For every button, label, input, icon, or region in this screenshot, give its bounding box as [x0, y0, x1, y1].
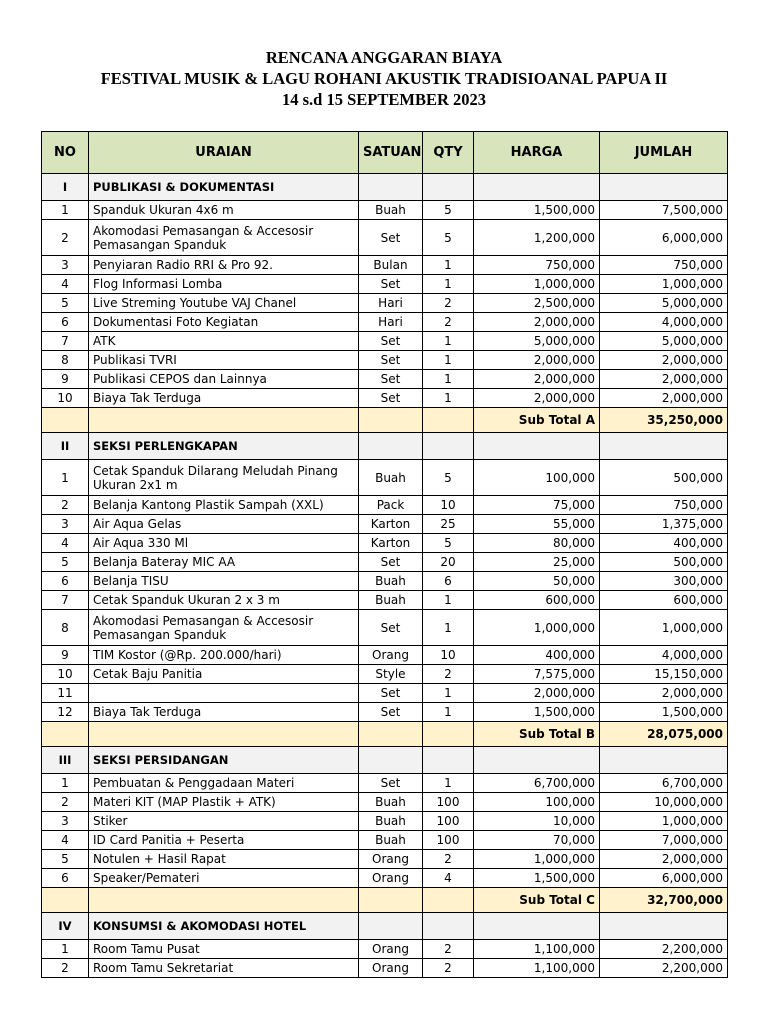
row-no: 5: [42, 294, 89, 313]
row-no: 8: [42, 610, 89, 646]
table-row: [42, 389, 728, 408]
row-jumlah: 10,000,000: [600, 793, 728, 812]
row-satuan: Set: [359, 332, 423, 351]
row-qty: 2: [423, 665, 474, 684]
row-jumlah: 6,000,000: [600, 220, 728, 256]
row-no: 1: [42, 201, 89, 220]
row-uraian: Cetak Spanduk Dilarang Meludah Pinang Ukuran 2x1 m: [89, 460, 359, 496]
table-row: [42, 496, 728, 515]
row-jumlah: 500,000: [600, 553, 728, 572]
row-jumlah: 1,000,000: [600, 275, 728, 294]
row-qty: 1: [423, 703, 474, 722]
row-qty: 2: [423, 959, 474, 978]
row-uraian: Room Tamu Pusat: [89, 940, 359, 959]
row-satuan: Set: [359, 684, 423, 703]
empty-cell: [423, 174, 474, 201]
row-qty: 1: [423, 275, 474, 294]
row-jumlah: 2,000,000: [600, 389, 728, 408]
row-no: 2: [42, 496, 89, 515]
row-uraian: Biaya Tak Terduga: [89, 389, 359, 408]
empty-cell: [600, 747, 728, 774]
row-uraian: Publikasi TVRI: [89, 351, 359, 370]
row-satuan: Set: [359, 553, 423, 572]
row-satuan: Set: [359, 610, 423, 646]
empty-cell: [359, 408, 423, 433]
row-harga: 2,000,000: [474, 684, 600, 703]
row-jumlah: 5,000,000: [600, 294, 728, 313]
row-no: 1: [42, 940, 89, 959]
row-no: 1: [42, 774, 89, 793]
row-harga: 1,500,000: [474, 201, 600, 220]
table-row: [42, 610, 728, 646]
section-header-row: [42, 747, 728, 774]
row-jumlah: 750,000: [600, 256, 728, 275]
row-satuan: Style: [359, 665, 423, 684]
empty-cell: [474, 174, 600, 201]
table-row: [42, 220, 728, 256]
row-qty: 1: [423, 389, 474, 408]
subtotal-row: [42, 722, 728, 747]
empty-cell: [600, 913, 728, 940]
col-header-qty: QTY: [423, 132, 474, 174]
table-row: [42, 313, 728, 332]
row-no: 5: [42, 553, 89, 572]
row-no: 3: [42, 256, 89, 275]
row-uraian: Publikasi CEPOS dan Lainnya: [89, 370, 359, 389]
row-uraian: Cetak Spanduk Ukuran 2 x 3 m: [89, 591, 359, 610]
title-line-2: FESTIVAL MUSIK & LAGU ROHANI AKUSTIK TRADISIOANAL PAPUA II: [100, 69, 668, 88]
row-harga: 2,000,000: [474, 370, 600, 389]
row-qty: 2: [423, 850, 474, 869]
row-no: 1: [42, 460, 89, 496]
row-no: 7: [42, 591, 89, 610]
row-jumlah: 2,000,000: [600, 684, 728, 703]
row-jumlah: 500,000: [600, 460, 728, 496]
row-harga: 6,700,000: [474, 774, 600, 793]
row-jumlah: 5,000,000: [600, 332, 728, 351]
section-number: IV: [42, 913, 89, 940]
document-title-block: [0, 47, 768, 110]
row-harga: 600,000: [474, 591, 600, 610]
table-row: [42, 332, 728, 351]
row-satuan: Set: [359, 703, 423, 722]
row-harga: 2,000,000: [474, 351, 600, 370]
row-satuan: Buah: [359, 591, 423, 610]
row-jumlah: 4,000,000: [600, 646, 728, 665]
row-qty: 100: [423, 793, 474, 812]
subtotal-label: Sub Total A: [474, 408, 600, 433]
row-no: 9: [42, 646, 89, 665]
row-harga: 5,000,000: [474, 332, 600, 351]
row-harga: 50,000: [474, 572, 600, 591]
row-satuan: Hari: [359, 313, 423, 332]
col-header-harga: HARGA: [474, 132, 600, 174]
row-jumlah: 400,000: [600, 534, 728, 553]
row-harga: 100,000: [474, 460, 600, 496]
row-harga: 1,000,000: [474, 275, 600, 294]
subtotal-value: 35,250,000: [600, 408, 728, 433]
empty-cell: [359, 747, 423, 774]
row-qty: 1: [423, 332, 474, 351]
row-no: 2: [42, 959, 89, 978]
empty-cell: [359, 722, 423, 747]
subtotal-label: Sub Total C: [474, 888, 600, 913]
empty-cell: [423, 913, 474, 940]
row-qty: 2: [423, 313, 474, 332]
table-row: [42, 831, 728, 850]
title-line-1: RENCANA ANGGARAN BIAYA: [265, 48, 503, 67]
row-uraian: Penyiaran Radio RRI & Pro 92.: [89, 256, 359, 275]
row-jumlah: 4,000,000: [600, 313, 728, 332]
row-satuan: Buah: [359, 572, 423, 591]
row-qty: 25: [423, 515, 474, 534]
row-qty: 100: [423, 812, 474, 831]
row-harga: 25,000: [474, 553, 600, 572]
row-satuan: Set: [359, 389, 423, 408]
row-no: 6: [42, 313, 89, 332]
row-harga: 2,000,000: [474, 313, 600, 332]
row-qty: 1: [423, 370, 474, 389]
row-jumlah: 2,000,000: [600, 850, 728, 869]
row-no: 4: [42, 831, 89, 850]
empty-cell: [89, 888, 359, 913]
table-row: [42, 774, 728, 793]
table-row: [42, 515, 728, 534]
row-harga: 1,100,000: [474, 940, 600, 959]
row-harga: 750,000: [474, 256, 600, 275]
row-satuan: Buah: [359, 793, 423, 812]
row-jumlah: 300,000: [600, 572, 728, 591]
row-uraian: Air Aqua 330 Ml: [89, 534, 359, 553]
row-satuan: Karton: [359, 515, 423, 534]
empty-cell: [89, 408, 359, 433]
empty-cell: [474, 747, 600, 774]
row-satuan: Orang: [359, 646, 423, 665]
row-satuan: Buah: [359, 831, 423, 850]
row-qty: 10: [423, 496, 474, 515]
row-no: 8: [42, 351, 89, 370]
row-uraian: Live Streming Youtube VAJ Chanel: [89, 294, 359, 313]
row-harga: 1,000,000: [474, 610, 600, 646]
table-header-row: [42, 132, 728, 174]
table-row: [42, 793, 728, 812]
table-row: [42, 275, 728, 294]
section-header-row: [42, 174, 728, 201]
table-row: [42, 534, 728, 553]
row-uraian: Materi KIT (MAP Plastik + ATK): [89, 793, 359, 812]
table-row: [42, 940, 728, 959]
section-header-row: [42, 433, 728, 460]
row-satuan: Orang: [359, 940, 423, 959]
row-uraian: [89, 684, 359, 703]
row-satuan: Pack: [359, 496, 423, 515]
table-row: [42, 370, 728, 389]
row-satuan: Hari: [359, 294, 423, 313]
budget-table: [41, 131, 728, 978]
row-satuan: Orang: [359, 850, 423, 869]
row-harga: 1,500,000: [474, 869, 600, 888]
row-no: 6: [42, 869, 89, 888]
row-uraian: Stiker: [89, 812, 359, 831]
row-qty: 1: [423, 684, 474, 703]
empty-cell: [359, 888, 423, 913]
table-row: [42, 703, 728, 722]
row-jumlah: 2,000,000: [600, 351, 728, 370]
row-uraian: Room Tamu Sekretariat: [89, 959, 359, 978]
row-harga: 400,000: [474, 646, 600, 665]
row-satuan: Orang: [359, 959, 423, 978]
empty-cell: [359, 913, 423, 940]
row-satuan: Set: [359, 351, 423, 370]
row-harga: 1,000,000: [474, 850, 600, 869]
table-row: [42, 351, 728, 370]
row-harga: 80,000: [474, 534, 600, 553]
table-body: [42, 174, 728, 978]
empty-cell: [423, 433, 474, 460]
row-qty: 5: [423, 201, 474, 220]
row-no: 4: [42, 534, 89, 553]
row-satuan: Set: [359, 275, 423, 294]
table-row: [42, 460, 728, 496]
row-qty: 10: [423, 646, 474, 665]
row-no: 2: [42, 220, 89, 256]
row-no: 3: [42, 812, 89, 831]
row-harga: 100,000: [474, 793, 600, 812]
table-row: [42, 646, 728, 665]
section-title: SEKSI PERLENGKAPAN: [89, 433, 359, 460]
row-qty: 20: [423, 553, 474, 572]
row-no: 12: [42, 703, 89, 722]
section-title: PUBLIKASI & DOKUMENTASI: [89, 174, 359, 201]
table-row: [42, 294, 728, 313]
row-harga: 7,575,000: [474, 665, 600, 684]
row-satuan: Karton: [359, 534, 423, 553]
empty-cell: [474, 433, 600, 460]
row-harga: 1,500,000: [474, 703, 600, 722]
row-satuan: Set: [359, 370, 423, 389]
row-jumlah: 6,700,000: [600, 774, 728, 793]
row-jumlah: 6,000,000: [600, 869, 728, 888]
row-jumlah: 1,000,000: [600, 812, 728, 831]
row-satuan: Bulan: [359, 256, 423, 275]
row-qty: 1: [423, 256, 474, 275]
row-no: 10: [42, 665, 89, 684]
row-uraian: Pembuatan & Penggadaan Materi: [89, 774, 359, 793]
subtotal-value: 32,700,000: [600, 888, 728, 913]
row-qty: 100: [423, 831, 474, 850]
col-header-jumlah: JUMLAH: [600, 132, 728, 174]
col-header-satuan: SATUAN: [359, 132, 423, 174]
row-no: 6: [42, 572, 89, 591]
row-harga: 55,000: [474, 515, 600, 534]
table-row: [42, 684, 728, 703]
row-jumlah: 600,000: [600, 591, 728, 610]
row-uraian: Belanja Bateray MIC AA: [89, 553, 359, 572]
row-harga: 1,200,000: [474, 220, 600, 256]
section-header-row: [42, 913, 728, 940]
row-no: 2: [42, 793, 89, 812]
row-jumlah: 1,500,000: [600, 703, 728, 722]
row-satuan: Set: [359, 220, 423, 256]
row-jumlah: 2,200,000: [600, 959, 728, 978]
row-harga: 70,000: [474, 831, 600, 850]
empty-cell: [42, 888, 89, 913]
row-uraian: Speaker/Pemateri: [89, 869, 359, 888]
empty-cell: [423, 747, 474, 774]
row-uraian: Dokumentasi Foto Kegiatan: [89, 313, 359, 332]
empty-cell: [423, 888, 474, 913]
row-uraian: Air Aqua Gelas: [89, 515, 359, 534]
table-row: [42, 553, 728, 572]
row-qty: 1: [423, 774, 474, 793]
empty-cell: [42, 408, 89, 433]
empty-cell: [359, 174, 423, 201]
section-number: II: [42, 433, 89, 460]
row-satuan: Orang: [359, 869, 423, 888]
subtotal-value: 28,075,000: [600, 722, 728, 747]
row-jumlah: 750,000: [600, 496, 728, 515]
table-row: [42, 591, 728, 610]
table-row: [42, 201, 728, 220]
empty-cell: [423, 408, 474, 433]
title-line-3: 14 s.d 15 SEPTEMBER 2023: [282, 90, 486, 109]
section-title: SEKSI PERSIDANGAN: [89, 747, 359, 774]
row-satuan: Set: [359, 774, 423, 793]
row-no: 11: [42, 684, 89, 703]
row-qty: 2: [423, 940, 474, 959]
row-jumlah: 2,000,000: [600, 370, 728, 389]
row-uraian: Spanduk Ukuran 4x6 m: [89, 201, 359, 220]
col-header-uraian: URAIAN: [89, 132, 359, 174]
empty-cell: [359, 433, 423, 460]
row-harga: 75,000: [474, 496, 600, 515]
row-no: 5: [42, 850, 89, 869]
row-jumlah: 7,000,000: [600, 831, 728, 850]
row-harga: 2,500,000: [474, 294, 600, 313]
table-row: [42, 812, 728, 831]
row-qty: 5: [423, 220, 474, 256]
row-uraian: Belanja TISU: [89, 572, 359, 591]
row-uraian: Akomodasi Pemasangan & Accesosir Pemasangan Spanduk: [89, 610, 359, 646]
empty-cell: [89, 722, 359, 747]
empty-cell: [42, 722, 89, 747]
row-harga: 2,000,000: [474, 389, 600, 408]
row-no: 9: [42, 370, 89, 389]
table-row: [42, 665, 728, 684]
subtotal-row: [42, 408, 728, 433]
row-qty: 4: [423, 869, 474, 888]
section-number: III: [42, 747, 89, 774]
empty-cell: [474, 913, 600, 940]
row-uraian: TIM Kostor (@Rp. 200.000/hari): [89, 646, 359, 665]
row-uraian: Belanja Kantong Plastik Sampah (XXL): [89, 496, 359, 515]
table-row: [42, 850, 728, 869]
empty-cell: [423, 722, 474, 747]
table-row: [42, 572, 728, 591]
row-uraian: Notulen + Hasil Rapat: [89, 850, 359, 869]
row-qty: 2: [423, 294, 474, 313]
empty-cell: [600, 174, 728, 201]
subtotal-row: [42, 888, 728, 913]
table-row: [42, 959, 728, 978]
row-uraian: Biaya Tak Terduga: [89, 703, 359, 722]
col-header-no: NO: [42, 132, 89, 174]
row-no: 7: [42, 332, 89, 351]
row-harga: 1,100,000: [474, 959, 600, 978]
row-jumlah: 7,500,000: [600, 201, 728, 220]
row-qty: 5: [423, 534, 474, 553]
row-satuan: Buah: [359, 812, 423, 831]
row-uraian: ID Card Panitia + Peserta: [89, 831, 359, 850]
row-uraian: ATK: [89, 332, 359, 351]
subtotal-label: Sub Total B: [474, 722, 600, 747]
table-row: [42, 256, 728, 275]
row-qty: 5: [423, 460, 474, 496]
row-no: 3: [42, 515, 89, 534]
row-jumlah: 2,200,000: [600, 940, 728, 959]
row-no: 4: [42, 275, 89, 294]
row-uraian: Flog Informasi Lomba: [89, 275, 359, 294]
row-uraian: Cetak Baju Panitia: [89, 665, 359, 684]
row-satuan: Buah: [359, 201, 423, 220]
empty-cell: [600, 433, 728, 460]
row-qty: 1: [423, 610, 474, 646]
row-no: 10: [42, 389, 89, 408]
table-row: [42, 869, 728, 888]
row-qty: 1: [423, 351, 474, 370]
row-satuan: Buah: [359, 460, 423, 496]
row-jumlah: 1,375,000: [600, 515, 728, 534]
section-title: KONSUMSI & AKOMODASI HOTEL: [89, 913, 359, 940]
row-qty: 6: [423, 572, 474, 591]
row-qty: 1: [423, 591, 474, 610]
row-jumlah: 1,000,000: [600, 610, 728, 646]
row-jumlah: 15,150,000: [600, 665, 728, 684]
row-harga: 10,000: [474, 812, 600, 831]
section-number: I: [42, 174, 89, 201]
row-uraian: Akomodasi Pemasangan & Accesosir Pemasangan Spanduk: [89, 220, 359, 256]
